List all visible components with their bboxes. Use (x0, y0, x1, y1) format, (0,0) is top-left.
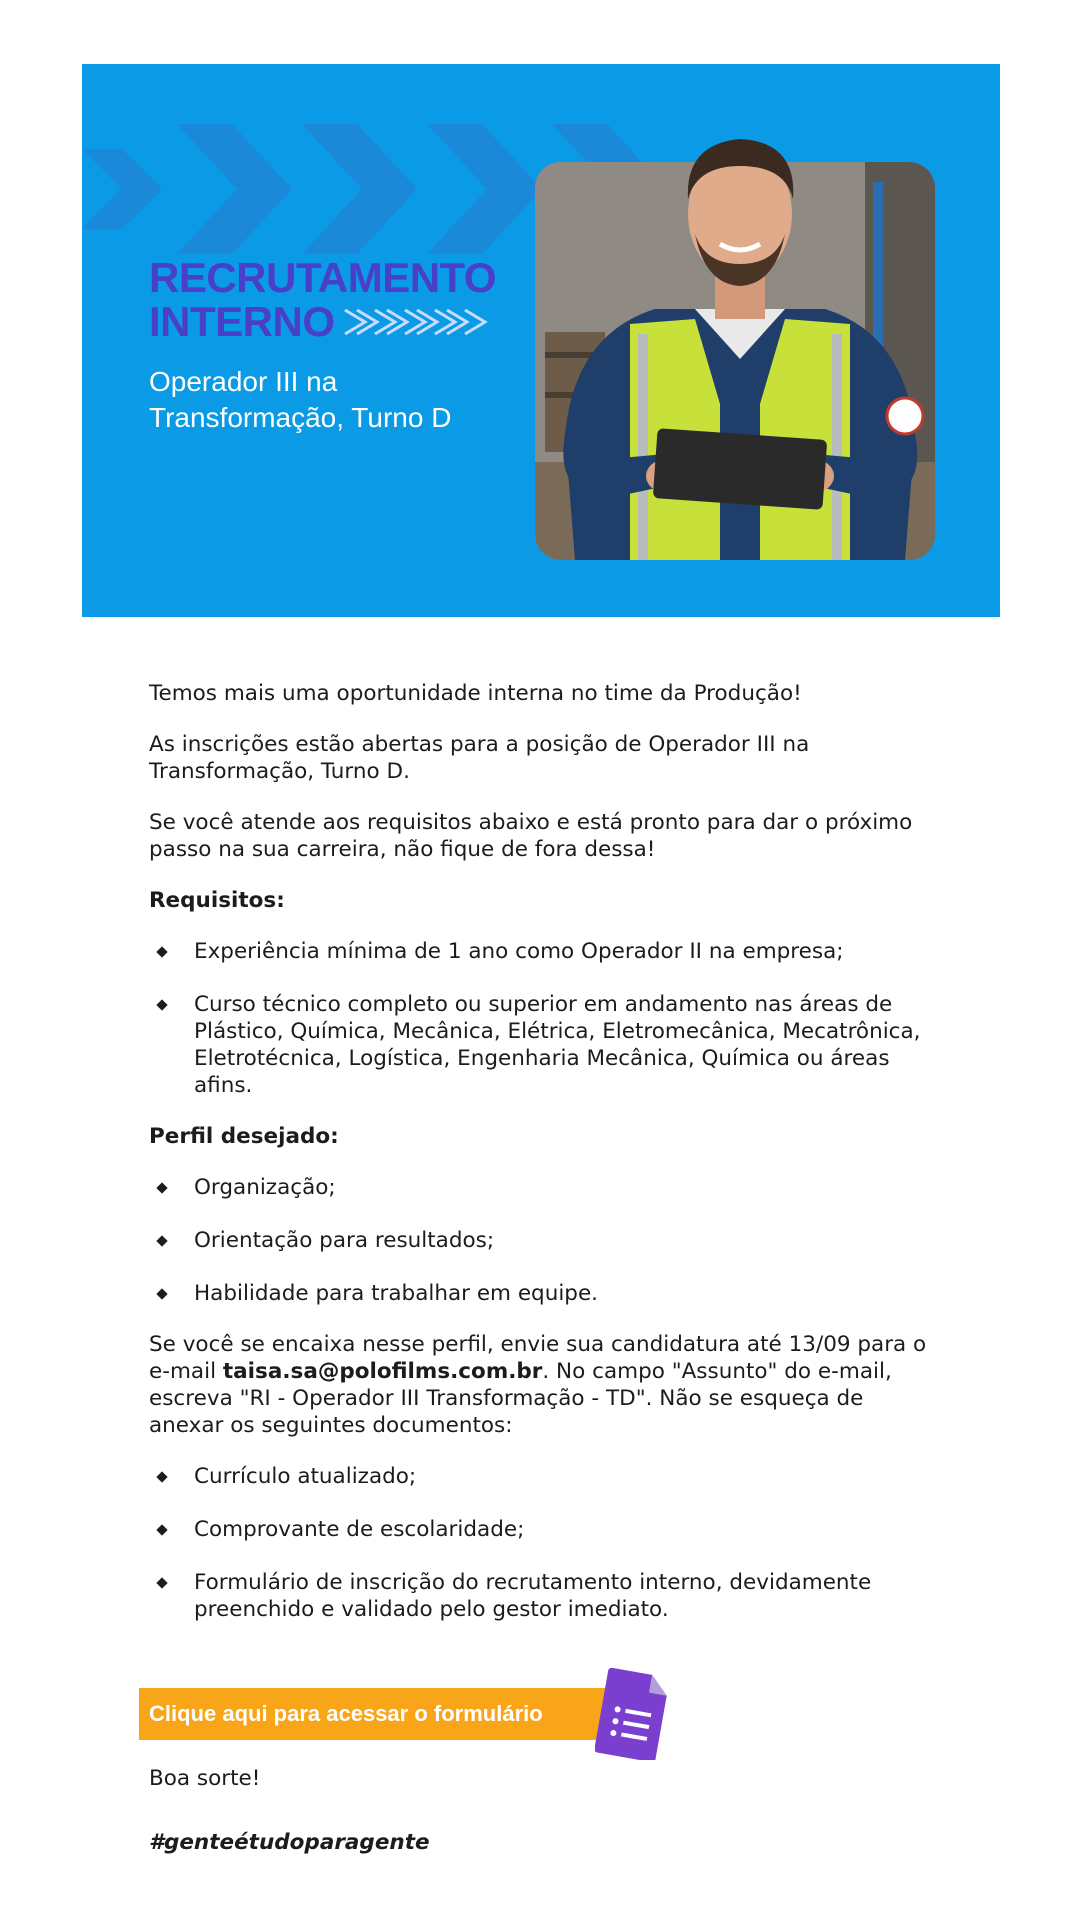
list-item: Orientação para resultados; (149, 1227, 939, 1254)
bullet-diamond-icon (156, 1471, 167, 1482)
header-banner (82, 64, 1000, 617)
list-item: Habilidade para trabalhar em equipe. (149, 1280, 939, 1307)
banner-title-line1: RECRUTAMENTO (149, 254, 497, 301)
banner-title (149, 256, 496, 344)
list-item: Comprovante de escolaridade; (149, 1516, 939, 1543)
list-item: Experiência mínima de 1 ano como Operador II na empresa; (149, 938, 939, 965)
profile-heading: Perfil desejado: (149, 1124, 339, 1149)
documents-list (149, 1463, 939, 1623)
bullet-diamond-icon (156, 1288, 167, 1299)
list-item: Formulário de inscrição do recrutamento interno, devidamente preenchido e validado pelo gestor imediato. (149, 1569, 939, 1623)
list-item: Organização; (149, 1174, 939, 1201)
bullet-diamond-icon (156, 1235, 167, 1246)
banner-subtitle: Operador III na Transformação, Turno D (149, 366, 452, 433)
position-text: As inscrições estão abertas para a posição de Operador III na Transformação, Turno D. (149, 732, 810, 784)
hashtag-text: #genteétudoparagente (149, 1830, 430, 1855)
bullet-diamond-icon (156, 999, 167, 1010)
worker-photo-icon (535, 104, 940, 560)
form-link-button[interactable]: Clique aqui para acessar o formulário (139, 1688, 609, 1740)
apply-instructions: Se você se encaixa nesse perfil, envie sua candidatura até 13/09 para o e-mail taisa.sa@polofilms.com.br. No campo "Assunto" do e-mail, escreva "RI - Operador III Transformação - TD". Não se esqueça de anexar os seguintes documentos: (149, 1332, 927, 1438)
google-forms-icon[interactable] (595, 1668, 669, 1760)
job-description (149, 680, 939, 1647)
requirements-list (149, 938, 939, 1099)
call-text: Se você atende aos requisitos abaixo e está pronto para dar o próximo passo na sua carreira, não fique de fora dessa! (149, 810, 913, 862)
email-link[interactable]: taisa.sa@polofilms.com.br (222, 1359, 543, 1384)
closing-text: Boa sorte! (149, 1766, 261, 1791)
bullet-diamond-icon (156, 1524, 167, 1535)
requirements-heading: Requisitos: (149, 888, 285, 913)
list-item: Curso técnico completo ou superior em andamento nas áreas de Plástico, Química, Mecânica, Elétrica, Eletromecânica, Mecatrônica, Eletrotécnica, Logística, Engenharia Mecânica, Química ou áreas afins. (149, 991, 939, 1099)
profile-list (149, 1174, 939, 1307)
chevron-right-icon (343, 307, 493, 337)
bullet-diamond-icon (156, 1577, 167, 1588)
banner-title-line2: INTERNO (149, 298, 335, 345)
bullet-diamond-icon (156, 946, 167, 957)
intro-text: Temos mais uma oportunidade interna no time da Produção! (149, 681, 802, 706)
bullet-diamond-icon (156, 1182, 167, 1193)
list-item: Currículo atualizado; (149, 1463, 939, 1490)
